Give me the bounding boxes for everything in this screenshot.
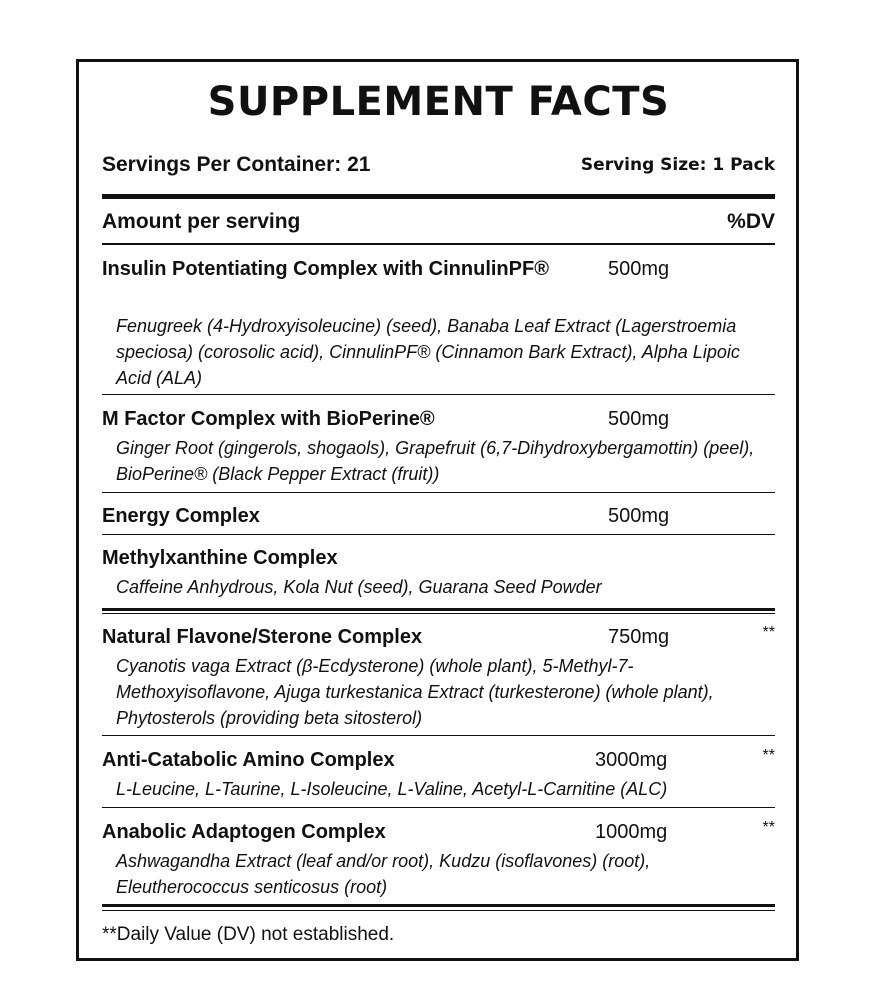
divider	[102, 807, 775, 808]
ingredient-name: Anti-Catabolic Amino Complex	[102, 749, 395, 771]
ingredient-amount: 3000mg	[595, 749, 668, 771]
ingredient-amount: 1000mg	[595, 821, 668, 843]
amount-per-serving-label: Amount per serving	[102, 210, 301, 233]
divider	[102, 735, 775, 736]
divider	[102, 243, 775, 245]
thick-divider	[102, 194, 775, 199]
divider	[102, 910, 775, 911]
ingredient-dv: **	[762, 624, 775, 641]
ingredient-amount: 500mg	[608, 505, 670, 527]
ingredient-name: Insulin Potentiating Complex with CinnulinPF®	[102, 258, 549, 280]
ingredient-name: Natural Flavone/Sterone Complex	[102, 626, 423, 648]
ingredient-description: Cyanotis vaga Extract (β-Ecdysterone) (whole plant), 5-Methyl-7-Methoxyisoflavone, Ajuga turkestanica Extract (turkesterone) (whole plant), Phytosterols (providing beta sitosterol)	[116, 656, 714, 728]
ingredient-description: Fenugreek (4-Hydroxyisoleucine) (seed), Banaba Leaf Extract (Lagerstroemia speciosa) (corosolic acid), CinnulinPF® (Cinnamon Bark Extract), Alpha Lipoic Acid (ALA)	[116, 316, 740, 388]
ingredient-amount: 500mg	[608, 408, 670, 430]
ingredient-dv: **	[762, 819, 775, 836]
ingredient-amount: 500mg	[608, 258, 670, 280]
servings-per-container: Servings Per Container: 21	[102, 153, 371, 176]
divider	[102, 394, 775, 395]
ingredient-name: Methylxanthine Complex	[102, 547, 338, 569]
ingredient-description: Caffeine Anhydrous, Kola Nut (seed), Guarana Seed Powder	[116, 577, 602, 597]
label-title: SUPPLEMENT FACTS	[207, 79, 670, 125]
footnote: **Daily Value (DV) not established.	[102, 924, 395, 945]
amount-header-row	[102, 207, 775, 237]
ingredient-description: Ginger Root (gingerols, shogaols), Grapefruit (6,7-Dihydroxybergamottin) (peel), BioPerine® (Black Pepper Extract (fruit))	[116, 438, 755, 484]
ingredient-name: M Factor Complex with BioPerine®	[102, 408, 435, 430]
ingredient-amount: 750mg	[608, 626, 670, 648]
divider	[102, 613, 775, 614]
ingredient-dv: **	[762, 747, 775, 764]
ingredient-description: L-Leucine, L-Taurine, L-Isoleucine, L-Valine, Acetyl-L-Carnitine (ALC)	[116, 779, 668, 799]
ingredient-name: Energy Complex	[102, 505, 260, 527]
servings-row	[102, 150, 775, 180]
ingredient-name: Anabolic Adaptogen Complex	[102, 821, 386, 843]
serving-size: Serving Size: 1 Pack	[580, 155, 775, 175]
divider	[102, 492, 775, 493]
thick-divider	[102, 904, 775, 907]
dv-header: %DV	[727, 210, 775, 233]
divider	[102, 534, 775, 535]
thick-divider	[102, 608, 775, 611]
ingredient-description: Ashwagandha Extract (leaf and/or root), Kudzu (isoflavones) (root), Eleutherococcus senticosus (root)	[116, 851, 651, 897]
supplement-facts-panel	[76, 59, 799, 961]
